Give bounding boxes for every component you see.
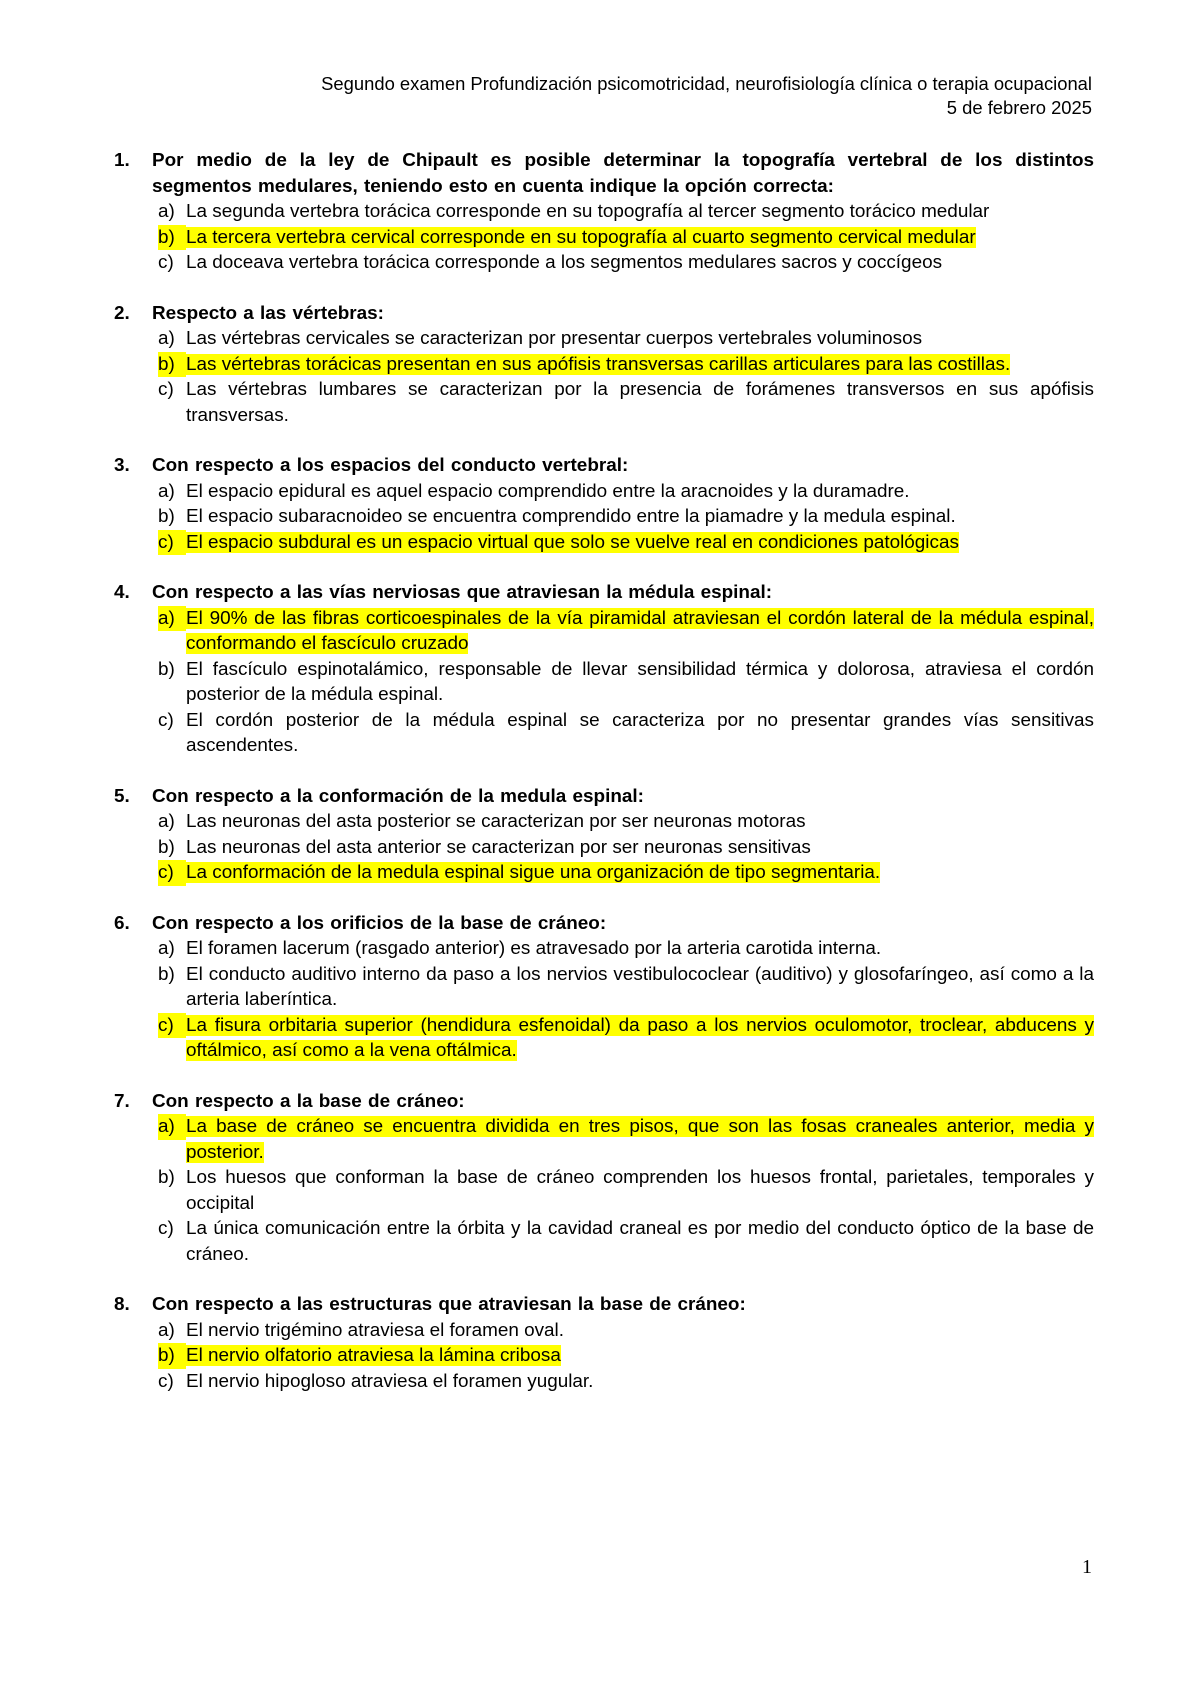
question-number: 4. — [114, 582, 130, 603]
question-heading — [114, 453, 1094, 479]
question-number: 3. — [114, 455, 130, 476]
question-text: Respecto a las vértebras: — [152, 302, 384, 324]
exam-title: Segundo examen Profundización psicomotricidad, neurofisiología clínica o terapia ocupacional — [321, 73, 1092, 94]
question-heading — [114, 148, 1094, 199]
option-text — [186, 1216, 1094, 1267]
highlighted-answer: La conformación de la medula espinal sigue una organización de tipo segmentaria. — [186, 862, 881, 883]
option — [158, 377, 1094, 428]
answer-text: Las vértebras lumbares se caracterizan por la presencia de forámenes transversos en sus apófisis transversas. — [186, 379, 1094, 426]
page-header — [132, 72, 1092, 120]
option-text — [186, 1318, 1094, 1344]
option-text — [186, 860, 1094, 886]
option-text — [186, 479, 1094, 505]
question-number: 2. — [114, 302, 130, 324]
question-text: Con respecto a la conformación de la medula espinal: — [152, 785, 644, 807]
option-list — [114, 936, 1094, 1064]
highlighted-answer: El nervio olfatorio atraviesa la lámina cribosa — [186, 1345, 561, 1366]
question-1 — [114, 148, 1094, 276]
question-list — [114, 148, 1094, 1419]
option-text — [186, 606, 1094, 657]
question-number: 8. — [114, 1294, 130, 1315]
option-correct — [158, 1114, 1094, 1165]
option-letter: b) — [158, 352, 186, 378]
option-letter: a) — [158, 328, 175, 349]
option-text — [186, 1165, 1094, 1216]
question-6 — [114, 911, 1094, 1064]
answer-text: Las vértebras cervicales se caracterizan por presentar cuerpos vertebrales voluminosos — [186, 328, 923, 349]
option-text — [186, 326, 1094, 352]
option-letter: c) — [158, 1218, 174, 1239]
answer-text: El foramen lacerum (rasgado anterior) es atravesado por la arteria carotida interna. — [186, 938, 882, 959]
option-correct — [158, 606, 1094, 657]
question-heading — [114, 580, 1094, 606]
option-list — [114, 479, 1094, 556]
option — [158, 657, 1094, 708]
option — [158, 835, 1094, 861]
option-text — [186, 936, 1094, 962]
option-letter: b) — [158, 1343, 186, 1369]
option-correct — [158, 1343, 1094, 1369]
answer-text: El conducto auditivo interno da paso a los nervios vestibulococlear (auditivo) y glosofaríngeo, así como a la arteria laberíntica. — [186, 963, 1094, 1010]
option-text — [186, 657, 1094, 708]
option — [158, 326, 1094, 352]
answer-text: El espacio subaracnoideo se encuentra comprendido entre la piamadre y la medula espinal. — [186, 506, 956, 527]
option-text — [186, 809, 1094, 835]
option-letter: a) — [158, 1114, 186, 1140]
question-number: 5. — [114, 785, 130, 807]
option-text — [186, 962, 1094, 1013]
highlighted-answer: El espacio subdural es un espacio virtual que solo se vuelve real en condiciones patológicas — [186, 531, 959, 553]
highlighted-answer: Las vértebras torácicas presentan en sus apófisis transversas carillas articulares para las costillas. — [186, 353, 1011, 375]
answer-text: Los huesos que conforman la base de cráneo comprenden los huesos frontal, parietales, temporales y occipital — [186, 1167, 1094, 1214]
option-text — [186, 504, 1094, 530]
highlighted-answer: La tercera vertebra cervical corresponde en su topografía al cuarto segmento cervical medular — [186, 226, 976, 248]
option — [158, 1369, 1094, 1395]
option-letter: b) — [158, 658, 175, 680]
option-letter: b) — [158, 963, 175, 985]
question-7 — [114, 1089, 1094, 1268]
option — [158, 936, 1094, 962]
option-list — [114, 1318, 1094, 1395]
option-letter: c) — [158, 709, 174, 731]
answer-text: Las neuronas del asta anterior se caracterizan por ser neuronas sensitivas — [186, 836, 811, 858]
option-letter: b) — [158, 836, 175, 858]
highlighted-answer: El 90% de las fibras corticoespinales de la vía piramidal atraviesan el cordón lateral de la médula espinal, conformando el fascículo cruzado — [186, 607, 1094, 654]
question-text: Con respecto a la base de cráneo: — [152, 1090, 465, 1112]
question-text: Con respecto a los orificios de la base de cráneo: — [152, 912, 607, 934]
option-letter: a) — [158, 1319, 175, 1341]
option-text — [186, 199, 1094, 225]
option — [158, 199, 1094, 225]
option-text — [186, 352, 1094, 378]
question-5 — [114, 784, 1094, 886]
option-letter: c) — [158, 530, 186, 556]
exam-date: 5 de febrero 2025 — [946, 97, 1092, 118]
option-letter: c) — [158, 1013, 186, 1039]
question-number: 6. — [114, 912, 130, 934]
option-correct — [158, 530, 1094, 556]
question-heading — [114, 911, 1094, 937]
question-8 — [114, 1292, 1094, 1394]
option-correct — [158, 1013, 1094, 1064]
option-letter: a) — [158, 201, 175, 222]
question-3 — [114, 453, 1094, 555]
option-text — [186, 1369, 1094, 1395]
option — [158, 1216, 1094, 1267]
option — [158, 962, 1094, 1013]
option-letter: b) — [158, 225, 186, 251]
option-text — [186, 225, 1094, 251]
option-list — [114, 1114, 1094, 1267]
option-correct — [158, 352, 1094, 378]
question-number: 1. — [114, 150, 130, 171]
option-text — [186, 250, 1094, 276]
option-text — [186, 1343, 1094, 1369]
answer-text: Las neuronas del asta posterior se caracterizan por ser neuronas motoras — [186, 811, 806, 832]
page-number: 1 — [1082, 1556, 1092, 1578]
option-letter: a) — [158, 480, 175, 502]
answer-text: La segunda vertebra torácica corresponde en su topografía al tercer segmento torácico medular — [186, 201, 990, 222]
option — [158, 479, 1094, 505]
option-letter: c) — [158, 252, 174, 273]
option-letter: c) — [158, 1370, 174, 1392]
option — [158, 250, 1094, 276]
option-letter: b) — [158, 506, 175, 527]
answer-text: El nervio hipogloso atraviesa el foramen yugular. — [186, 1370, 594, 1392]
question-heading — [114, 1089, 1094, 1115]
option-letter: a) — [158, 811, 175, 832]
option-correct — [158, 225, 1094, 251]
option — [158, 1165, 1094, 1216]
option-text — [186, 377, 1094, 428]
answer-text: La doceava vertebra torácica corresponde a los segmentos medulares sacros y coccígeos — [186, 252, 943, 273]
option-list — [114, 326, 1094, 428]
option-list — [114, 199, 1094, 276]
option — [158, 504, 1094, 530]
question-number: 7. — [114, 1090, 130, 1112]
answer-text: El cordón posterior de la médula espinal se caracteriza por no presentar grandes vías sensitivas ascendentes. — [186, 709, 1094, 756]
answer-text: El nervio trigémino atraviesa el foramen oval. — [186, 1319, 564, 1341]
option-text — [186, 708, 1094, 759]
question-2 — [114, 301, 1094, 429]
option — [158, 708, 1094, 759]
option-list — [114, 606, 1094, 759]
option-letter: c) — [158, 379, 174, 400]
option-letter: b) — [158, 1167, 175, 1188]
option-letter: a) — [158, 938, 175, 959]
option-text — [186, 530, 1094, 556]
answer-text: El espacio epidural es aquel espacio comprendido entre la aracnoides y la duramadre. — [186, 480, 910, 502]
question-text: Con respecto a las estructuras que atraviesan la base de cráneo: — [152, 1294, 746, 1315]
question-heading — [114, 301, 1094, 327]
question-4 — [114, 580, 1094, 759]
answer-text: El fascículo espinotalámico, responsable de llevar sensibilidad térmica y dolorosa, atraviesa el cordón posterior de la médula espinal. — [186, 658, 1094, 705]
question-heading — [114, 1292, 1094, 1318]
option-correct — [158, 860, 1094, 886]
question-text: Por medio de la ley de Chipault es posible determinar la topografía vertebral de los distintos segmentos medulares, teniendo esto en cuenta indique la opción correcta: — [152, 150, 1094, 197]
question-text: Con respecto a los espacios del conducto vertebral: — [152, 455, 629, 476]
option-text — [186, 835, 1094, 861]
option-text — [186, 1114, 1094, 1165]
question-text: Con respecto a las vías nerviosas que atraviesan la médula espinal: — [152, 582, 773, 603]
option — [158, 809, 1094, 835]
option-text — [186, 1013, 1094, 1064]
highlighted-answer: La fisura orbitaria superior (hendidura esfenoidal) da paso a los nervios oculomotor, troclear, abducens y oftálmico, así como a la vena oftálmica. — [186, 1014, 1094, 1061]
option — [158, 1318, 1094, 1344]
highlighted-answer: La base de cráneo se encuentra dividida en tres pisos, que son las fosas craneales anterior, media y posterior. — [186, 1116, 1094, 1163]
question-heading — [114, 784, 1094, 810]
option-letter: c) — [158, 860, 186, 886]
option-list — [114, 809, 1094, 886]
answer-text: La única comunicación entre la órbita y la cavidad craneal es por medio del conducto óptico de la base de cráneo. — [186, 1218, 1094, 1265]
option-letter: a) — [158, 606, 186, 632]
